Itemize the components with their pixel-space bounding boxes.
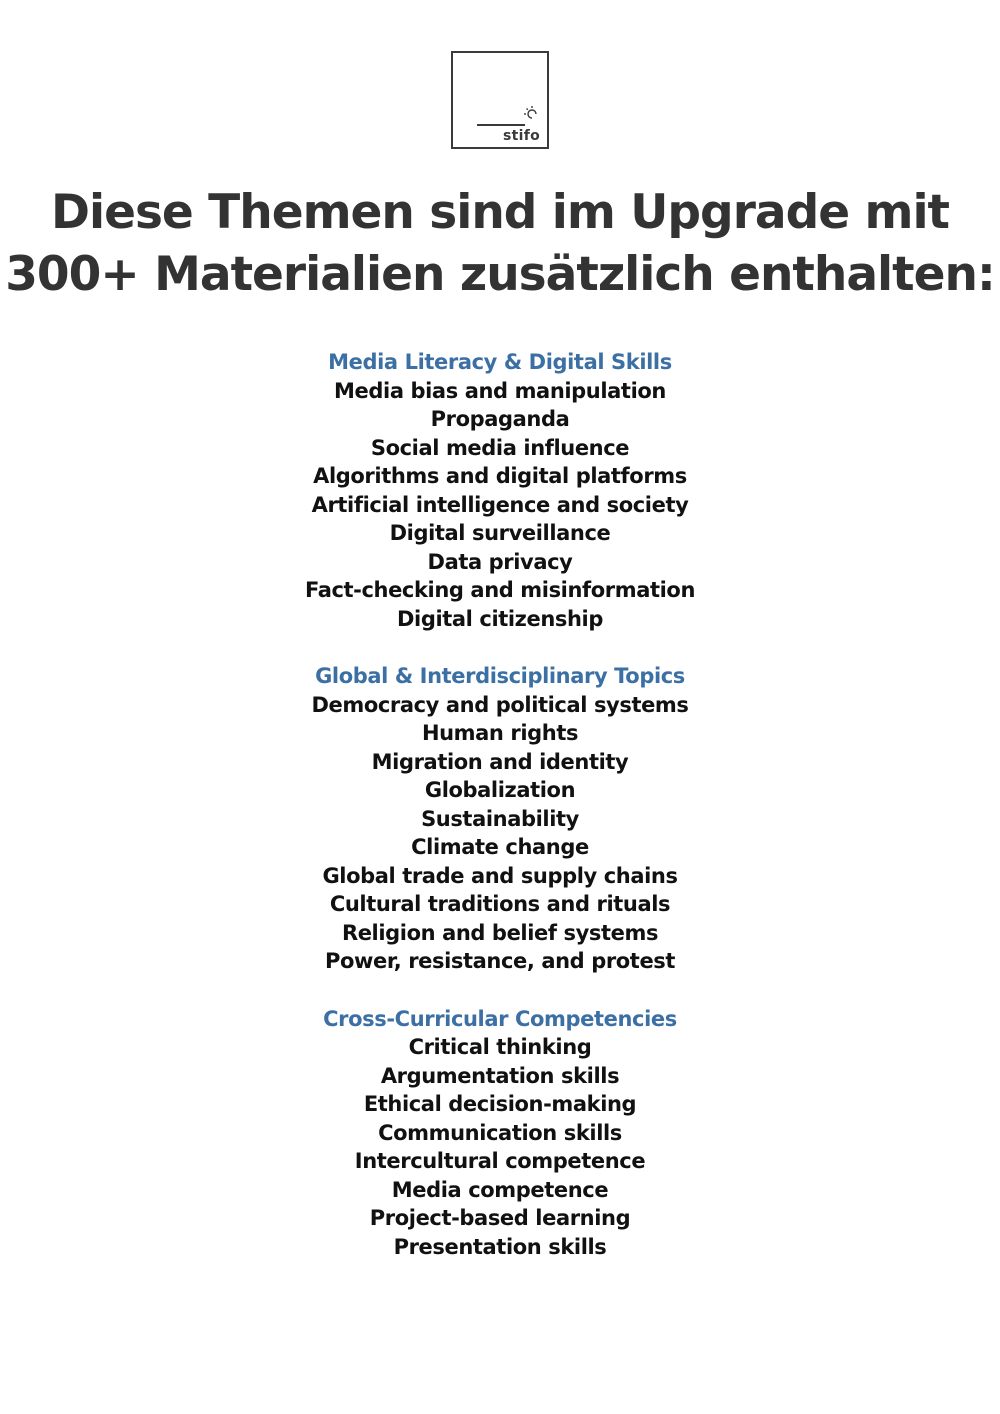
- logo-text: stifo: [503, 128, 541, 144]
- section-cross-curricular: [0, 1005, 1000, 1262]
- list-item: Propaganda: [430, 407, 570, 431]
- section-global-topics: [0, 662, 1000, 976]
- list-item: Religion and belief systems: [341, 920, 659, 945]
- list-item: Social media influence: [370, 435, 630, 460]
- list-item: Power, resistance, and protest: [324, 949, 676, 973]
- list-item: Digital citizenship: [397, 606, 603, 631]
- list-item: Argumentation skills: [380, 1063, 620, 1088]
- topic-list: [0, 348, 1000, 1290]
- list-item: Presentation skills: [393, 1234, 607, 1259]
- list-item: Migration and identity: [371, 749, 629, 774]
- list-item: Media bias and manipulation: [334, 378, 666, 403]
- page-title-line-2: 300+ Materialien zusätzlich enthalten:: [5, 247, 995, 302]
- list-item: Sustainability: [421, 806, 579, 831]
- page-title: [0, 182, 1000, 306]
- list-item: Project-based learning: [369, 1206, 631, 1230]
- sun-rising-icon: [523, 105, 539, 121]
- list-item: Global trade and supply chains: [322, 863, 678, 888]
- logo-line: [477, 124, 525, 126]
- list-item: Climate change: [411, 835, 589, 859]
- list-item: Democracy and political systems: [311, 692, 689, 717]
- section-title: Media Literacy & Digital Skills: [328, 350, 672, 374]
- list-item: Critical thinking: [408, 1035, 592, 1059]
- list-item: Globalization: [424, 778, 576, 802]
- list-item: Artificial intelligence and society: [311, 492, 689, 517]
- list-item: Human rights: [421, 721, 579, 745]
- section-title: Cross-Curricular Competencies: [323, 1006, 677, 1031]
- list-item: Ethical decision-making: [363, 1092, 637, 1116]
- list-item: Media competence: [391, 1177, 609, 1202]
- list-item: Data privacy: [427, 549, 573, 574]
- section-media-literacy: [0, 348, 1000, 633]
- list-item: Digital surveillance: [389, 521, 611, 545]
- list-item: Cultural traditions and rituals: [329, 892, 671, 916]
- page-title-line-1: Diese Themen sind im Upgrade mit: [50, 185, 950, 240]
- logo: [451, 51, 549, 149]
- section-title: Global & Interdisciplinary Topics: [315, 664, 685, 688]
- list-item: Fact-checking and misinformation: [304, 578, 695, 602]
- list-item: Algorithms and digital platforms: [313, 464, 687, 488]
- list-item: Communication skills: [378, 1120, 622, 1145]
- list-item: Intercultural competence: [354, 1149, 646, 1173]
